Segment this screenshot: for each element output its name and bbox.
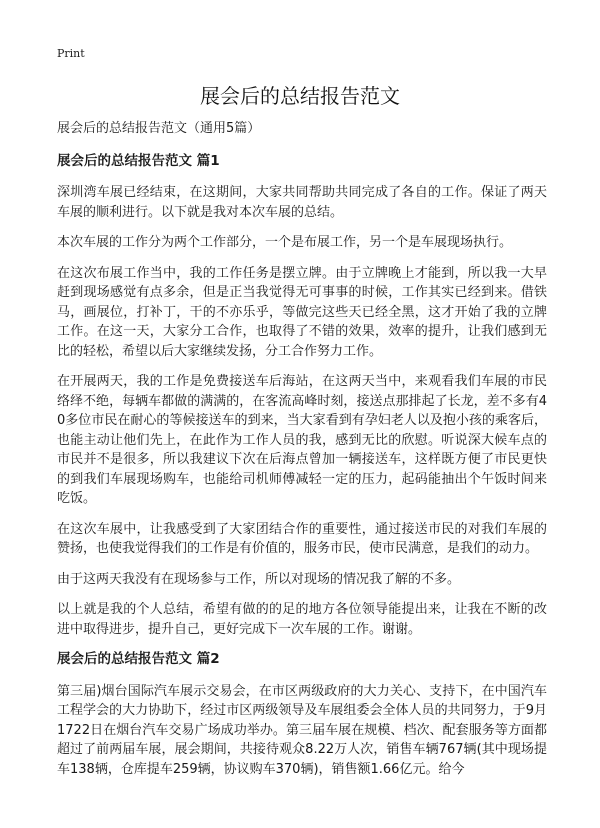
paragraph: 以上就是我的个人总结，希望有做的的足的地方各位领导能提出来，让我在不断的改进中取得进步，提升自己，更好完成下一次车展的工作。谢谢。 xyxy=(57,602,547,637)
section-2 xyxy=(57,650,547,779)
paragraph: 第三届)烟台国际汽车展示交易会，在市区两级政府的大力关心、支持下，在中国汽车工程学会的大力协助下，经过市区两级领导及车展组委会全体人员的共同努力，于9月1722日在烟台汽车交易广场成功举办。第三届车展在规模、档次、配套服务等方面都超过了前两届车展，展会期间，共接待观众8.22万人次，销售车辆767辆(其中现场提车138辆，仓库提车259辆，协议购车370辆)，销售额1.66亿元。给今 xyxy=(57,683,547,777)
paragraph: 在这次车展中，让我感受到了大家团结合作的重要性，通过接送市民的对我们车展的赞扬，也使我觉得我们的工作是有价值的，服务市民，使市民满意，是我们的动力。 xyxy=(57,521,547,556)
paragraph: 在开展两天，我的工作是免费接送车后海站，在这两天当中，来观看我们车展的市民络绎不绝，每辆车都做的满满的，在客流高峰时刻，接送点那排起了长龙，差不多有40多位市民在耐心的等候接送车的到来，当大家看到有孕妇老人以及抱小孩的乘客后，也能主动让他们先上，在此作为工作人员的我，感到无比的欣慰。听说深大候车点的市民并不是很多，所以我建议下次在后海点曾加一辆接送车，这样既方便了市民更快的到我们车展现场购车，也能给司机师傅减轻一定的压力，起码能抽出个午饭时间来吃饭。 xyxy=(57,374,547,506)
print-link[interactable]: Print xyxy=(57,47,85,60)
section-1 xyxy=(57,152,547,640)
paragraph: 在这次布展工作当中，我的工作任务是摆立牌。由于立牌晚上才能到，所以我一大早赶到现场感觉有点多余，但是正当我觉得无可事事的时候，工作其实已经到来。借铁马，画展位，打补丁，干的不亦乐乎，等做完这些天已经全黑，这才开始了我的立牌工作。在这一天，大家分工合作，也取得了不错的效果，效率的提升，让我们感到无比的轻松，希望以后大家继续发扬，分工合作努力工作。 xyxy=(57,265,547,359)
paragraph: 本次车展的工作分为两个工作部分，一个是布展工作，另一个是车展现场执行。 xyxy=(57,235,513,250)
section-heading: 展会后的总结报告范文 篇2 xyxy=(57,651,220,667)
document-title: 展会后的总结报告范文 xyxy=(200,84,400,108)
section-heading: 展会后的总结报告范文 篇1 xyxy=(57,152,220,169)
document-body xyxy=(57,119,547,790)
paragraph: 由于这两天我没有在现场参与工作，所以对现场的情况我了解的不多。 xyxy=(57,571,461,587)
paragraph: 深圳湾车展已经结束，在这期间，大家共同帮助共同完成了各自的工作。保证了两天车展的顺利进行。以下就是我对本次车展的总结。 xyxy=(57,185,547,220)
document-subtitle: 展会后的总结报告范文（通用5篇） xyxy=(57,121,261,136)
